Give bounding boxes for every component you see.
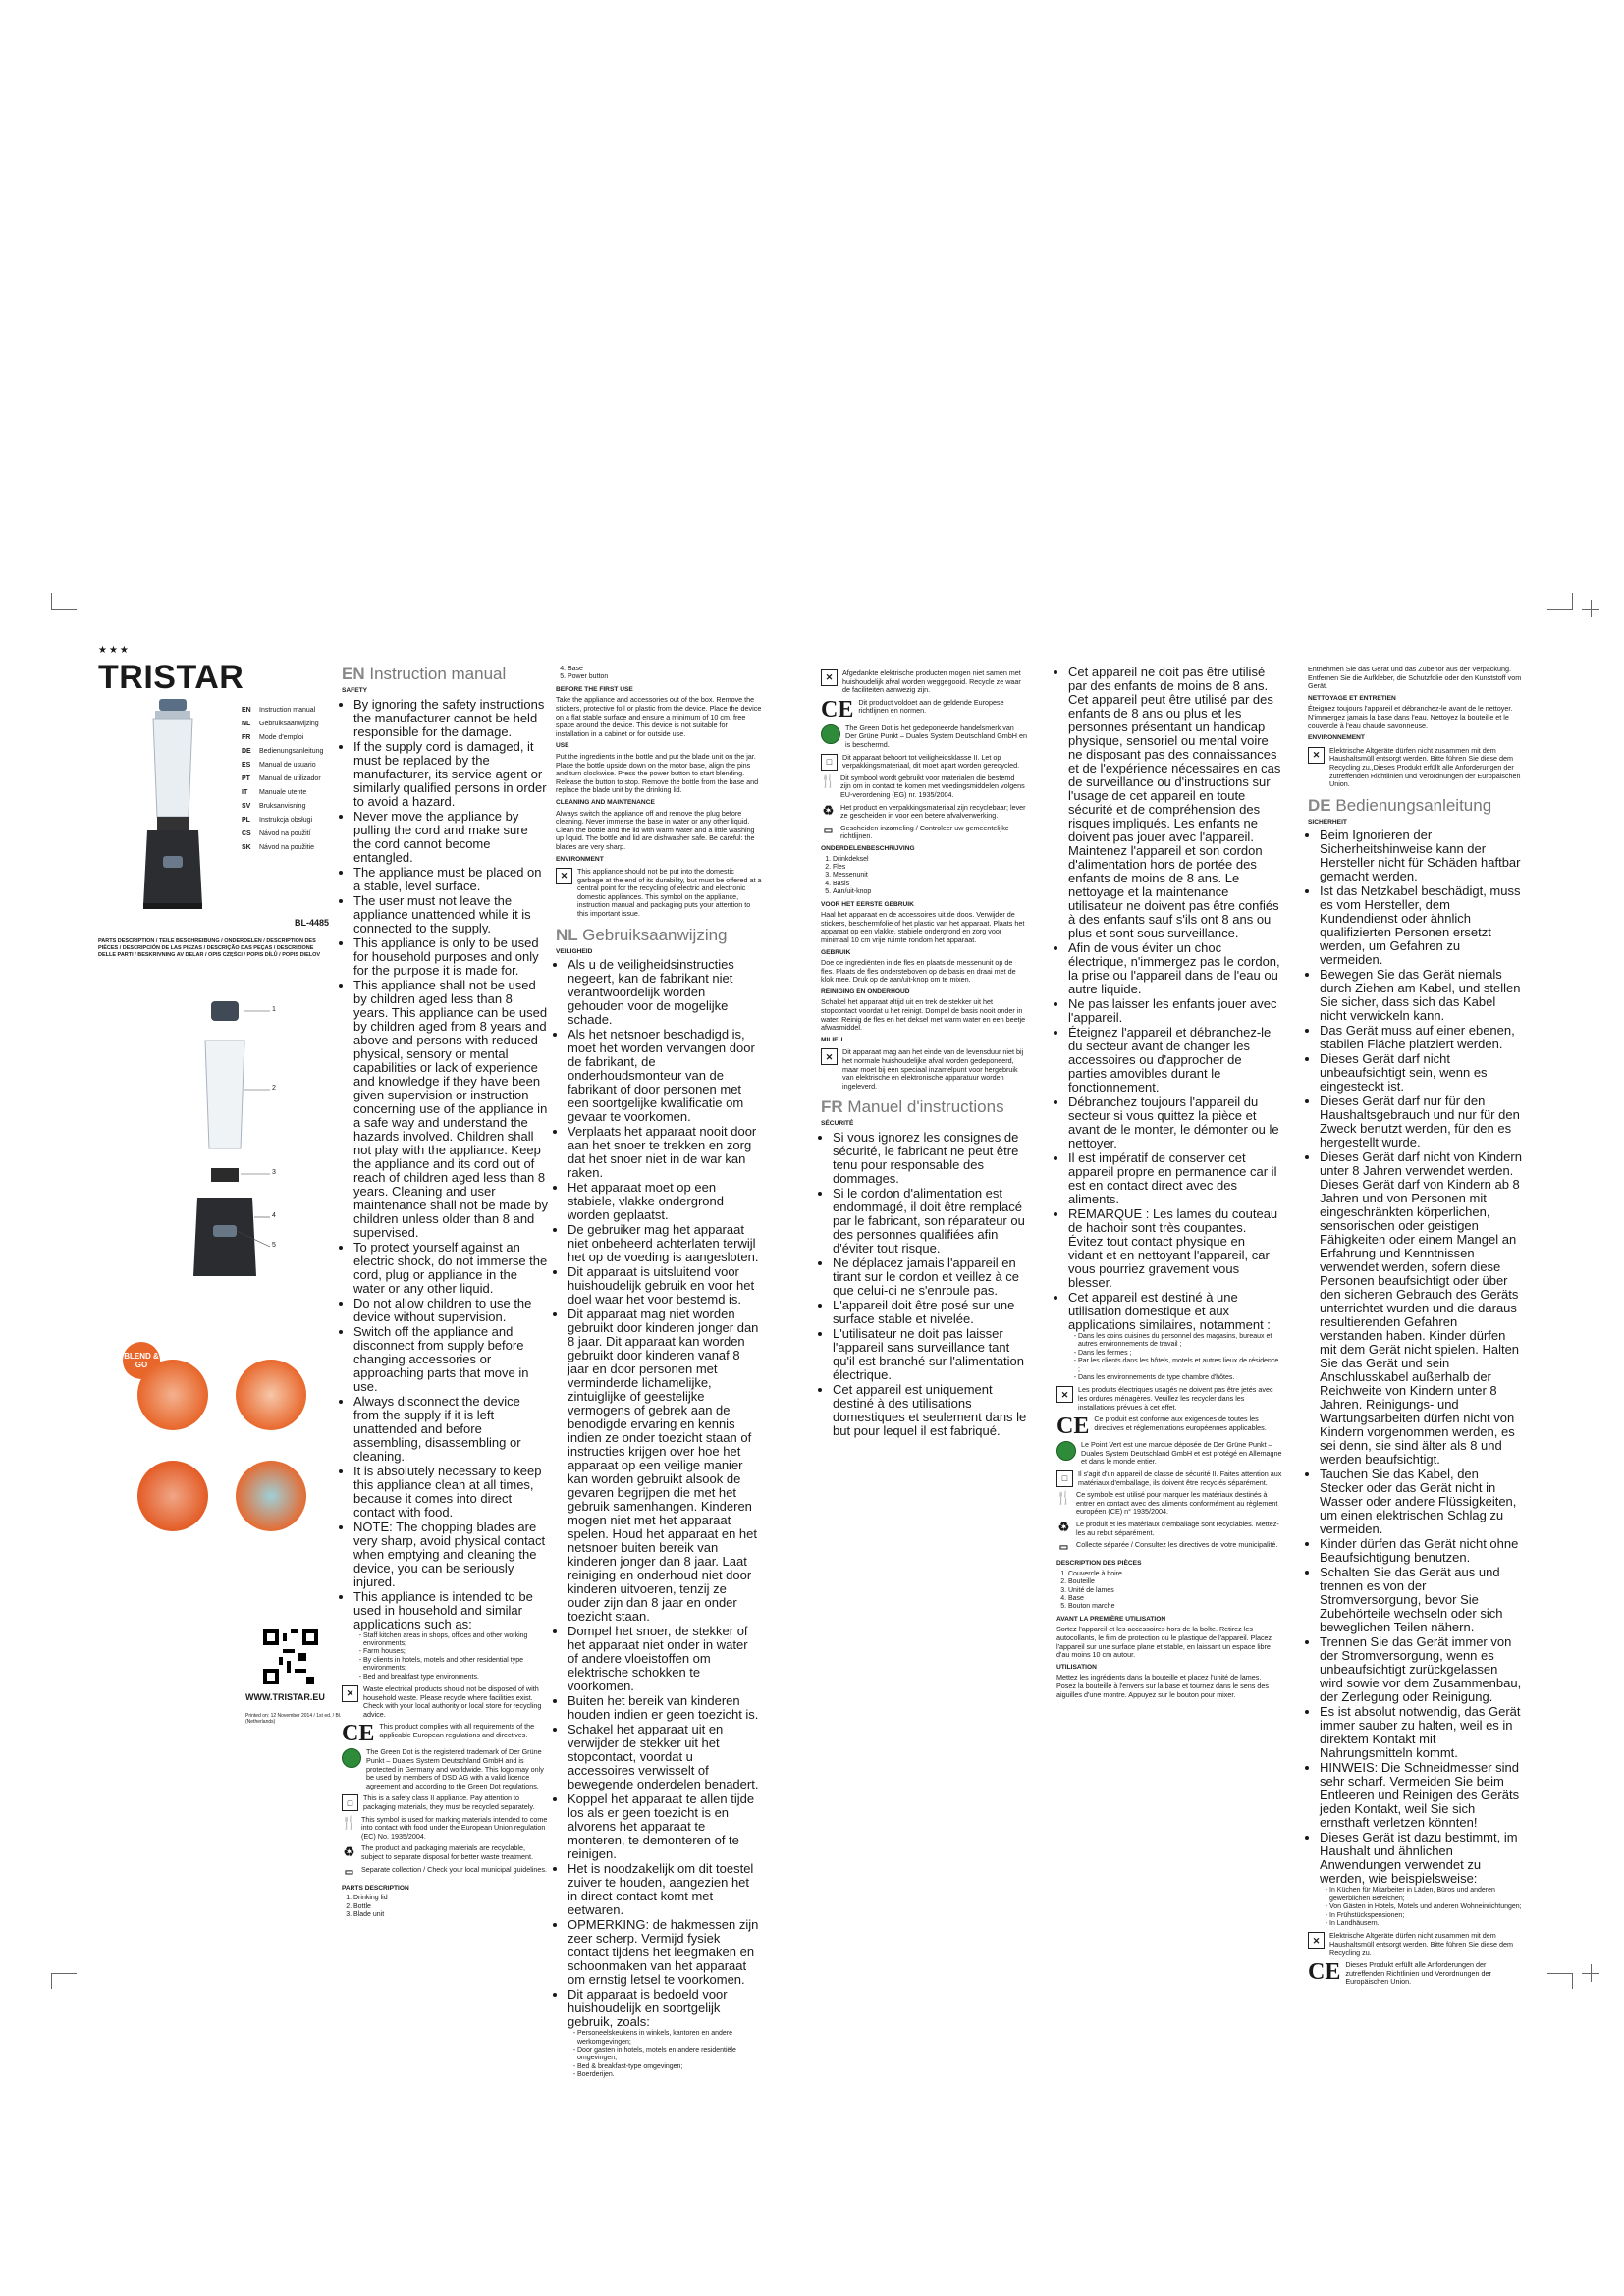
safety-item: • Dieses Gerät darf nicht unbeaufsichtigt sein, wenn es eingesteckt ist. <box>1320 1052 1524 1094</box>
usage-item: - Dans les fermes ; <box>1078 1350 1282 1358</box>
weee-notice: ✕ Les produits électriques usagés ne doivent pas être jetés avec les ordures ménagères. Veuillez les recycler dans les installations prévues à cet effet. <box>1056 1386 1282 1412</box>
use-text: Doe de ingrediënten in de fles en plaats de messenunit op de fles. Plaats de fles ondersteboven op de basis en draai met de klok mee. Druk op de aan/uit-knop om te mixen. <box>821 958 1016 985</box>
part-label: 3 <box>272 1169 276 1176</box>
section-title-fr: FR Manuel d'instructions <box>821 1097 1004 1117</box>
part-item: 3. Blade unit <box>353 1911 548 1919</box>
language-item: PT Manual de utilizador <box>242 775 321 782</box>
parts-diagram <box>182 982 280 1296</box>
safety-item: • Schalten Sie das Gerät aus und trennen es von der Stromversorgung, bevor Sie Zubehörteile wechseln oder sich beweglichen Teilen nähern. <box>1320 1566 1524 1634</box>
glass-fork-icon: 🍴 <box>820 773 837 788</box>
environment-notice: ✕ This appliance should not be put into the domestic garbage at the end of its durability, but must be offered at a central point for the recycling of electric and electronic domestic appliances. This symbol on the appliance, instruction manual and packaging puts your attention to this important issue. <box>556 868 762 919</box>
safety-item: • REMARQUE : Les lames du couteau de hachoir sont très coupantes. Évitez tout contact physique en vidant et en nettoyant l'appareil, car vous pourriez gravement vous blesser. <box>1068 1207 1282 1290</box>
part-item: 2. Fles <box>833 864 1027 872</box>
use-heading: USE <box>556 742 569 750</box>
glass-fork-icon: 🍴 <box>341 1814 357 1830</box>
safety-item: • Als u de veiligheidsinstructies negeert, kan de fabrikant niet verantwoordelijk worden gehouden voor de mogelijke schade. <box>568 958 762 1027</box>
safety-item: • Verplaats het apparaat nooit door aan het snoer te trekken en zorg dat het snoer niet in de war kan raken. <box>568 1125 762 1180</box>
language-item: DE Bedienungsanleitung <box>242 748 324 755</box>
safety-heading: VEILIGHEID <box>556 947 593 955</box>
safety-item: • Il est impératif de conserver cet appareil propre en permanence car il est en contact direct avec des aliments. <box>1068 1151 1282 1206</box>
class2-notice: □ This is a safety class II appliance. Pay attention to packaging materials, they must be recycled separately. <box>342 1794 548 1811</box>
language-item: SK Návod na použitie <box>242 844 315 851</box>
crop-mark <box>51 609 77 610</box>
language-item: IT Manuale utente <box>242 789 307 796</box>
safety-item: • De gebruiker mag het apparaat niet onbeheerd achterlaten terwijl het op de voeding is aangesloten. <box>568 1223 762 1264</box>
usage-item: - Personeelskeukens in winkels, kantoren en andere werkomgevingen; <box>577 2030 762 2047</box>
safety-item: • Es ist absolut notwendig, das Gerät immer sauber zu halten, weil es in direktem Kontakt mit Nahrungsmitteln kommt. <box>1320 1705 1524 1760</box>
column-nl-fr <box>821 666 1027 1439</box>
blend-go-badge: BLEND & GO <box>123 1342 160 1379</box>
usage-list <box>342 1632 548 1682</box>
safety-item: • This appliance shall not be used by children aged less than 8 years. This appliance can be used by children aged from 8 years and above and persons with reduced physical, sensory or mental capabilities or lack of experience and knowledge if they have been given supervision or instruction concerning use of the appliance in a safe way and understand the hazards involved. Children shall not play with the appliance. Keep the appliance and its cord out of reach of children aged less than 8 years. Cleaning and user maintenance shall not be made by children unless older than 8 and supervised. <box>353 979 548 1240</box>
collection-notice: ▭ Collecte séparée / Consultez les directives de votre municipalité. <box>1056 1541 1282 1556</box>
crop-mark <box>1547 609 1573 610</box>
recycle-notice: ♻ The product and packaging materials are recyclable, subject to separate disposal for better waste treatment. <box>343 1843 533 1861</box>
safety-item: • It is absolutely necessary to keep this appliance clean at all times, because it comes into direct contact with food. <box>353 1465 548 1520</box>
part-item: 3. Messenunit <box>833 872 1027 880</box>
usage-item: - Door gasten in hotels, motels en andere residentiële omgevingen; <box>577 2047 762 2063</box>
website[interactable]: WWW.TRISTAR.EU <box>245 1692 325 1702</box>
safety-item: • Tauchen Sie das Kabel, den Stecker oder das Gerät nicht in Wasser oder andere Flüssigkeiten, um einen elektrischen Schlag zu vermeiden. <box>1320 1468 1524 1536</box>
usage-photo <box>236 1360 306 1430</box>
part-item: 1. Drinking lid <box>353 1895 548 1902</box>
safety-list-cont <box>1056 666 1282 1332</box>
weee-bin-icon: ✕ <box>1308 1932 1325 1949</box>
recycle-icon: ♻ <box>1057 1520 1070 1535</box>
part-item: 2. Bouteille <box>1068 1578 1282 1586</box>
language-item: CS Návod na použití <box>242 830 311 837</box>
safety-item: • Débranchez toujours l'appareil du secteur si vous quittez la pièce et avant de le monter, le démonter ou le nettoyer. <box>1068 1095 1282 1150</box>
use-heading: UTILISATION <box>1056 1663 1097 1671</box>
part-item: 1. Couvercle à boire <box>1068 1571 1282 1578</box>
language-item: ES Manual de usuario <box>242 762 316 769</box>
safety-item: • OPMERKING: de hakmessen zijn zeer scherp. Vermijd fysiek contact tijdens het leegmaken en schoonmaken van het apparaat om ernstig letsel te voorkomen. <box>568 1918 762 1987</box>
parts-heading: ONDERDELENBESCHRIJVING <box>821 844 915 852</box>
language-item: SV Bruksanvisning <box>242 803 306 810</box>
language-item: NL Gebruiksaanwijzing <box>242 721 319 727</box>
safety-item: • Dit apparaat mag niet worden gebruikt door kinderen jonger dan 8 jaar. Dit apparaat kan worden gebruikt door kinderen vanaf 8 jaar en door personen met verminderde lichamelijke, zintuiglijke of geestelijke vermogens of gebrek aan de benodigde ervaring en kennis indien ze onder toezicht staan of instructies krijgen over hoe het apparaat op een veilige manier kan worden gebruikt alsook de gevaren begrijpen die met het gebruik samenhangen. Kinderen mogen niet met het apparaat spelen. Houd het apparaat en het netsnoer buiten bereik van kinderen jonger dan 8 jaar. Laat reiniging en onderhoud niet door kinderen uitvoeren, tenzij ze ouder zijn dan 8 jaar en onder toezicht staan. <box>568 1308 762 1624</box>
collection-notice: ▭ Separate collection / Check your local municipal guidelines. <box>342 1866 548 1881</box>
column-fr <box>1056 666 1282 1702</box>
part-label: 4 <box>272 1212 276 1219</box>
safety-heading: SÉCURITÉ <box>821 1120 854 1128</box>
usage-list <box>556 2030 762 2079</box>
parts-list <box>342 1895 548 1919</box>
safety-list <box>556 958 762 2029</box>
part-item: 5. Bouton marche <box>1068 1603 1282 1611</box>
class2-icon: □ <box>342 1794 358 1811</box>
green-dot-notice: The Green Dot is the registered trademark of Der Grüne Punkt – Duales System Deutschland GmbH and is protected in Germany and worldwide. This logo may only be used by members of DSD AG with a valid licence agreement and according to the Green Dot regulations. <box>342 1748 548 1790</box>
environment-heading: ENVIRONMENT <box>556 855 604 863</box>
green-dot-icon <box>1056 1441 1076 1461</box>
collection-icon: ▭ <box>823 825 834 836</box>
weee-notice: ✕ Elektrische Altgeräte dürfen nicht zusammen mit dem Haushaltsmüll entsorgt werden. Bitte führen Sie diese dem Recycling zu. <box>1308 1932 1524 1957</box>
language-list <box>242 704 323 855</box>
environment-heading: MILIEU <box>821 1036 843 1043</box>
model-number: BL-4485 <box>295 918 330 928</box>
column-en <box>342 666 548 1919</box>
safety-item: • Cet appareil ne doit pas être utilisé par des enfants de moins de 8 ans. Cet appareil peut être utilisé par des enfants de 8 ans ou plus et les personnes présentant un handicap physique, sensoriel ou mental voire ne disposant pas des connaissances et de l'expérience nécessaires en cas de surveillance ou d'instructions sur l'usage de cet appareil en toute sécurité et de compréhension des risques impliqués. Les enfants ne doivent pas jouer avec l'appareil. Maintenez l'appareil et son cordon d'alimentation hors de portée des enfants de moins de 8 ans. Le nettoyage et la maintenance utilisateur ne doivent pas être confiés à des enfants sauf s'ils ont 8 ans ou plus et sont sous surveillance. <box>1068 666 1282 940</box>
usage-photo <box>137 1461 208 1531</box>
safety-item: • Buiten het bereik van kinderen houden indien er geen toezicht is. <box>568 1694 762 1722</box>
product-image <box>137 699 208 915</box>
crop-mark <box>51 1973 52 1989</box>
part-item: 4. Base <box>1068 1595 1282 1603</box>
use-text: Mettez les ingrédients dans la bouteille et placez l'unité de lames. Posez la bouteille à l'envers sur la base et tournez dans le sens des aiguilles d'une montre. Appuyez sur le bouton pour mixer. <box>1056 1673 1269 1699</box>
parts-heading: PARTS DESCRIPTION <box>342 1884 409 1892</box>
ce-mark-icon: CE <box>1308 1959 1341 1986</box>
green-dot-notice: Le Point Vert est une marque déposée de Der Grüne Punkt – Duales System Deutschland GmbH et est protégé en Allemagne et dans le monde entier. <box>1056 1441 1282 1467</box>
print-reference: Printed on: 12 November 2014 / 1st ed. / Bl. (Netherlands) <box>245 1713 342 1725</box>
usage-item: - Dans les coins cuisines du personnel des magasins, bureaux et autres environnements de travail ; <box>1078 1333 1282 1350</box>
safety-item: • Beim Ignorieren der Sicherheitshinweise kann der Hersteller nicht für Schäden haftbar gemacht werden. <box>1320 828 1524 883</box>
safety-item: • L'utilisateur ne doit pas laisser l'appareil sans surveillance tant qu'il est branché sur l'alimentation électrique. <box>833 1327 1027 1382</box>
part-item: 4. Base <box>568 666 762 673</box>
recycle-notice: ♻ Le produit et les matériaux d'emballage sont recyclables. Mettez-les au rebut séparément. <box>1057 1519 1279 1537</box>
green-dot-notice: The Green Dot is het gedeponeerde handelsmerk van Der Grüne Punkt – Duales System Deutschland GmbH en is beschermd. <box>821 724 1027 750</box>
crop-mark <box>1591 600 1592 617</box>
green-dot-icon <box>342 1748 361 1768</box>
usage-item: - Von Gästen in Hotels, Motels und anderen Wohneinrichtungen; <box>1329 1903 1524 1911</box>
weee-bin-icon: ✕ <box>821 1048 838 1065</box>
parts-list <box>1056 1571 1282 1612</box>
weee-bin-icon: ✕ <box>556 868 572 884</box>
crop-mark <box>1572 593 1573 609</box>
safety-item: • By ignoring the safety instructions the manufacturer cannot be held responsible for the damage. <box>353 698 548 739</box>
usage-item: - Bed and breakfast type environments. <box>363 1674 548 1682</box>
ce-mark-icon: CE <box>342 1721 375 1747</box>
safety-item: • Ne déplacez jamais l'appareil en tirant sur le cordon et veillez à ce que celui-ci ne s'enroule pas. <box>833 1256 1027 1298</box>
usage-item: - Par les clients dans les hôtels, motels et autres lieux de résidence ; <box>1078 1358 1282 1374</box>
part-label: 5 <box>272 1242 276 1249</box>
ce-notice: CE Dit product voldoet aan de geldende Europese richtlijnen en normen. <box>821 696 1004 722</box>
collection-icon: ▭ <box>344 1866 354 1878</box>
safety-item: • Als het netsnoer beschadigd is, moet het worden vervangen door de fabrikant, de onderhoudsmonteur van de fabrikant of door personen met een soortgelijke kwalificatie om gevaar te voorkomen. <box>568 1028 762 1124</box>
brand-logo: TRISTAR <box>98 659 244 696</box>
safety-item: • Das Gerät muss auf einer ebenen, stabilen Fläche platziert werden. <box>1320 1024 1524 1051</box>
environment-notice: ✕ Elektrische Altgeräte dürfen nicht zusammen mit dem Haushaltsmüll entsorgt werden. Bitte führen Sie diese dem Recycling zu.,Dieses Produkt erfüllt alle Anforderungen der zutreffenden Richtlinien und Verordnungen der Europäischen Union. <box>1308 747 1524 789</box>
usage-item: - Farm houses; <box>363 1648 548 1656</box>
section-title-nl: NL Gebruiksaanwijzing <box>556 925 728 944</box>
environment-heading: ENVIRONNEMENT <box>1308 734 1365 742</box>
use-heading: GEBRUIK <box>821 948 851 956</box>
safety-item: • Cet appareil est uniquement destiné à des utilisations domestiques et seulement dans le but pour lequel il est fabriqué. <box>833 1383 1027 1438</box>
safety-item: • Afin de vous éviter un choc électrique, n'immergez pas le cordon, la prise ou l'appareil dans de l'eau ou autre liquide. <box>1068 941 1282 996</box>
safety-list <box>821 1131 1027 1438</box>
ce-notice: CE This product complies with all requirements of the applicable European regulations and directives. <box>342 1721 535 1747</box>
ce-mark-icon: CE <box>821 696 854 722</box>
environment-notice: ✕ Dit apparaat mag aan het einde van de levensduur niet bij het normale huishoudelijke afval worden gedeponeerd, maar moet bij een speciaal inzamelpunt voor hergebruik van elektrische en elektronische apparatuur worden ingeleverd. <box>821 1048 1027 1091</box>
safety-item: • Kinder dürfen das Gerät nicht ohne Beaufsichtigung benutzen. <box>1320 1537 1524 1565</box>
usage-item: - In Küchen für Mitarbeiter in Läden, Büros und anderen gewerblichen Bereichen; <box>1329 1887 1524 1903</box>
safety-list <box>342 698 548 1631</box>
safety-item: • Switch off the appliance and disconnect from supply before changing accessories or approaching parts that move in use. <box>353 1325 548 1394</box>
weee-bin-icon: ✕ <box>821 669 838 686</box>
parts-list <box>821 856 1027 897</box>
usage-photo <box>236 1461 306 1531</box>
parts-list-cont <box>556 666 762 682</box>
brand-stars: ★★★ <box>98 645 131 656</box>
crop-mark <box>1572 1973 1573 1989</box>
column-en-nl <box>556 666 762 2080</box>
safety-item: • Koppel het apparaat te allen tijde los als er geen toezicht is en alvorens het apparaat te monteren, te demonteren of te reinigen. <box>568 1792 762 1861</box>
section-title-en: EN Instruction manual <box>342 665 507 683</box>
cleaning-text: Always switch the appliance off and remove the plug before cleaning. Never immerse the base in water or any other liquid. Clean the bottle and the lid with warm water and a little washing up liquid. The bottle and lid are dishwasher safe. Be careful: the blades are very sharp. <box>556 808 755 851</box>
safety-item: • The user must not leave the appliance unattended while it is connected to the supply. <box>353 894 548 935</box>
safety-heading: SICHERHEIT <box>1308 818 1347 826</box>
food-contact-notice: 🍴 Ce symbole est utilisé pour marquer les matériaux destinés à entrer en contact avec des aliments conformément au règlement européen (CE) n° 1935/2004. <box>1056 1490 1278 1517</box>
cleaning-heading: NETTOYAGE ET ENTRETIEN <box>1308 694 1396 702</box>
safety-item: • Éteignez l'appareil et débranchez-le du secteur avant de changer les accessoires ou d'approcher de parties amovibles durant le fonctionnement. <box>1068 1026 1282 1095</box>
safety-item: • Never move the appliance by pulling the cord and make sure the cord cannot become entangled. <box>353 810 548 865</box>
safety-item: • The appliance must be placed on a stable, level surface. <box>353 866 548 893</box>
safety-item: • If the supply cord is damaged, it must be replaced by the manufacturer, its service agent or similarly qualified persons in order to avoid a hazard. <box>353 740 548 809</box>
food-contact-notice: 🍴 This symbol is used for marking materials intended to come into contact with food under the European Union regulation (EC) No. 1935/2004. <box>341 1814 548 1841</box>
recycle-icon: ♻ <box>343 1843 355 1859</box>
before-use-text: Sortez l'appareil et les accessoires hors de la boîte. Retirez les autocollants, le film de protection ou le plastique de l'appareil. Placez l'appareil sur une surface plane et stable, en laissant un espace libre d'au moins 10 cm autour. <box>1056 1625 1272 1660</box>
language-item: EN Instruction manual <box>242 707 316 714</box>
collection-icon: ▭ <box>1058 1542 1069 1554</box>
weee-notice: ✕ Afgedankte elektrische producten mogen niet samen met huishoudelijk afval worden weggegooid. Recycle ze waar de faciliteiten aanwezig zijn. <box>821 669 1027 695</box>
recycle-notice: ♻ Het product en verpakkingsmateriaal zijn recyclebaar; lever ze gescheiden in voor een betere afvalverwerking. <box>822 802 1026 821</box>
safety-item: • Do not allow children to use the device without supervision. <box>353 1297 548 1324</box>
collection-notice: ▭ Gescheiden inzameling / Controleer uw gemeentelijke richtlijnen. <box>821 825 1027 841</box>
before-use-heading: AVANT LA PREMIÈRE UTILISATION <box>1056 1615 1166 1623</box>
usage-item: - Bed & breakfast-type omgevingen; <box>577 2063 762 2071</box>
qr-code <box>263 1629 318 1684</box>
safety-item: • Het is noodzakelijk om dit toestel zuiver te houden, aangezien het in direct contact komt met eetwaren. <box>568 1862 762 1917</box>
safety-item: • Trennen Sie das Gerät immer von der Stromversorgung, wenn es unbeaufsichtigt zurückgelassen wird sowie vor dem Zusammenbau, der Zerlegung oder Reinigung. <box>1320 1635 1524 1704</box>
cleaning-heading: REINIGING EN ONDERHOUD <box>821 988 910 995</box>
cleaning-text: Éteignez toujours l'appareil et débranchez-le avant de le nettoyer. N'immergez jamais la base dans l'eau. Nettoyez la bouteille et le couvercle à l'eau chaude savonneuse. <box>1308 704 1513 730</box>
column-fr-de <box>1308 666 1524 1991</box>
part-label: 1 <box>272 1006 276 1013</box>
usage-list <box>1056 1333 1282 1382</box>
weee-bin-icon: ✕ <box>1308 747 1325 764</box>
safety-item: • Si vous ignorez les consignes de sécurité, le fabricant ne peut être tenu pour responsable des dommages. <box>833 1131 1027 1186</box>
safety-item: • HINWEIS: Die Schneidmesser sind sehr scharf. Vermeiden Sie beim Entleeren und Reinigen des Geräts jeden Kontakt, weil Sie sich ernsthaft verletzen könnten! <box>1320 1761 1524 1830</box>
use-text: Put the ingredients in the bottle and put the blade unit on the jar. Place the bottle upside down on the motor base, align the pins and turn clockwise. Press the power button to start blending. Release the button to stop. Remove the bottle from the base and replace the blade unit by the drinking lid. <box>556 751 759 795</box>
safety-heading: SAFETY <box>342 687 368 694</box>
safety-item: • This appliance is intended to be used in household and similar applications such as: <box>353 1590 548 1631</box>
safety-item: • Always disconnect the device from the supply if it is left unattended and before assembling, disassembling or cleaning. <box>353 1395 548 1464</box>
language-item: FR Mode d'emploi <box>242 734 304 741</box>
safety-item: • Dompel het snoer, de stekker of het apparaat niet onder in water of andere vloeistoffen om elektrische schokken te voorkomen. <box>568 1625 762 1693</box>
crop-mark <box>1547 1973 1573 1974</box>
cleaning-text: Schakel het apparaat altijd uit en trek de stekker uit het stopcontact voordat u het reinigt. Dompel de basis nooit onder in water. Reinig de fles en het deksel met warm water en een beetje afwasmiddel. <box>821 997 1026 1033</box>
safety-item: • Dieses Gerät darf nur für den Haushaltsgebrauch und nur für den Zweck benutzt werden, für den es hergestellt wurde. <box>1320 1095 1524 1149</box>
parts-heading: DESCRIPTION DES PIÈCES <box>1056 1560 1142 1568</box>
crop-mark <box>51 593 52 609</box>
safety-item: • To protect yourself against an electric shock, do not immerse the cord, plug or appliance in the water or any other liquid. <box>353 1241 548 1296</box>
usage-list <box>1308 1887 1524 1928</box>
weee-bin-icon: ✕ <box>1056 1386 1073 1403</box>
part-item: 4. Basis <box>833 881 1027 888</box>
class2-icon: □ <box>821 754 838 771</box>
part-item: 1. Drinkdeksel <box>833 856 1027 864</box>
language-item: PL Instrukcja obsługi <box>242 817 313 824</box>
safety-item: • Het apparaat moet op een stabiele, vlakke ondergrond worden geplaatst. <box>568 1181 762 1222</box>
part-item: 5. Aan/uit-knop <box>833 888 1027 896</box>
safety-item: • Dit apparaat is uitsluitend voor huishoudelijk gebruik en voor het doel waar het voor bestemd is. <box>568 1265 762 1307</box>
safety-item: • NOTE: The chopping blades are very sharp, avoid physical contact when emptying and cleaning the device, you can be seriously injured. <box>353 1521 548 1589</box>
intro-text: Entnehmen Sie das Gerät und das Zubehör aus der Verpackung. Entfernen Sie die Aufkleber, die Schutzfolie oder den Kunststoff vom Gerät. <box>1308 665 1522 691</box>
part-item: 3. Unité de lames <box>1068 1587 1282 1595</box>
crop-mark <box>1591 1964 1592 1982</box>
safety-item: • Ne pas laisser les enfants jouer avec l'appareil. <box>1068 997 1282 1025</box>
usage-item: - In Landhäusern. <box>1329 1920 1524 1928</box>
safety-item: • Cet appareil est destiné à une utilisation domestique et aux applications similaires, notamment : <box>1068 1291 1282 1332</box>
part-item: 2. Bottle <box>353 1903 548 1911</box>
weee-bin-icon: ✕ <box>342 1685 358 1702</box>
usage-photo <box>137 1360 208 1430</box>
ce-mark-icon: CE <box>1056 1414 1090 1440</box>
food-contact-notice: 🍴 Dit symbool wordt gebruikt voor materialen die bestemd zijn om in contact te komen met voedingsmiddelen volgens EU-verordening (EG) nr. 1935/2004. <box>820 773 1025 799</box>
section-title-de: DE Bedienungsanleitung <box>1308 795 1492 815</box>
ce-notice: CE Dieses Produkt erfüllt alle Anforderungen der zutreffenden Richtlinien und Verordnungen der Europäischen Union. <box>1308 1959 1491 1987</box>
safety-item: • Ist das Netzkabel beschädigt, muss es vom Hersteller, dem Kundendienst oder ähnlich qualifizierten Personen ersetzt werden, um Gefahren zu vermeiden. <box>1320 884 1524 967</box>
safety-list <box>1308 828 1524 1886</box>
before-use-text: Haal het apparaat en de accessoires uit de doos. Verwijder de stickers, beschermfolie of het plastic van het apparaat. Plaats het apparaat op een vlakke, stabiele ondergrond en zorg voor minimaal 10 cm vrije ruimte rondom het apparaat. <box>821 910 1025 944</box>
usage-item: - Dans les environnements de type chambre d'hôtes. <box>1078 1374 1282 1382</box>
safety-item: • Si le cordon d'alimentation est endommagé, il doit être remplacé par le fabricant, son réparateur ou des personnes qualifiées afin d'éviter tout risque. <box>833 1187 1027 1255</box>
before-use-text: Take the appliance and accessories out of the box. Remove the stickers, protective foil or plastic from the device. Place the device on a flat stable surface and ensure a minimum of 10 cm. free space around the device. This device is not suitable for installation in a cabinet or for outside use. <box>556 695 762 738</box>
cleaning-heading: CLEANING AND MAINTENANCE <box>556 798 655 806</box>
safety-item: • Bewegen Sie das Gerät niemals durch Ziehen am Kabel, und stellen Sie sicher, dass sich das Kabel nicht verwickeln kann. <box>1320 968 1524 1023</box>
part-item: 5. Power button <box>568 673 762 681</box>
safety-item: • Schakel het apparaat uit en verwijder de stekker uit het stopcontact, voordat u accessoires verwisselt of bewegende onderdelen benadert. <box>568 1723 762 1791</box>
before-use-heading: VOOR HET EERSTE GEBRUIK <box>821 900 914 908</box>
before-use-heading: BEFORE THE FIRST USE <box>556 685 633 693</box>
class2-notice: □ Dit apparaat behoort tot veiligheidsklasse II. Let op verpakkingsmateriaal, dit moet apart worden gerecycled. <box>821 754 1027 771</box>
parts-caption: PARTS DESCRIPTION / TEILE BESCHREIBUNG / ONDERDELEN / DESCRIPTION DES PIÈCES / DESCRIPCIÓN DE LAS PIEZAS / DESCRIÇÃO DAS PEÇAS / DESCRIZIONE DELLE PARTI / BESKRIVNING AV DELAR / OPIS CZĘŚCI / POPIS DÍLŮ / POPIS DIELOV <box>98 938 321 958</box>
ce-notice: CE Ce produit est conforme aux exigences de toutes les directives et réglementations européennes applicables. <box>1056 1414 1267 1440</box>
crop-mark <box>51 1973 77 1974</box>
glass-fork-icon: 🍴 <box>1056 1490 1072 1506</box>
usage-item: - Staff kitchen areas in shops, offices and other working environments; <box>363 1632 548 1649</box>
safety-item: • This appliance is only to be used for household purposes and only for the purpose it is made for. <box>353 936 548 978</box>
class2-notice: □ Il s'agit d'un appareil de classe de sécurité II. Faites attention aux matériaux d'emballage, ils doivent être recyclés séparément. <box>1056 1470 1282 1487</box>
part-label: 2 <box>272 1085 276 1092</box>
safety-item: • Dieses Gerät darf nicht von Kindern unter 8 Jahren verwendet werden. Dieses Gerät darf von Kindern ab 8 Jahren und von Personen mit eingeschränkten körperlichen, sensorischen oder geistigen Fähigkeiten oder einem Mangel an Erfahrung und Kenntnissen verwendet werden, sofern diese Personen beaufsichtigt oder über den sicheren Gebrauch des Geräts unterrichtet wurden und die daraus resultierenden Gefahren verstanden haben. Kinder dürfen mit dem Gerät nicht spielen. Halten Sie das Gerät und sein Anschlusskabel außerhalb der Reichweite von Kindern unter 8 Jahren. Reinigungs- und Wartungsarbeiten dürfen nicht von Kindern vorgenommen werden, es sei denn, sie sind älter als 8 und werden beaufsichtigt. <box>1320 1150 1524 1467</box>
weee-notice: ✕ Waste electrical products should not be disposed of with household waste. Please recycle where facilities exist. Check with your local authority or local store for recycling advice. <box>342 1685 548 1719</box>
usage-item: - Boerderijen. <box>577 2071 762 2079</box>
green-dot-icon <box>821 724 840 744</box>
class2-icon: □ <box>1056 1470 1073 1487</box>
usage-item: - By clients in hotels, motels and other residential type environments; <box>363 1657 548 1674</box>
usage-item: - In Frühstückspensionen; <box>1329 1912 1524 1920</box>
recycle-icon: ♻ <box>822 802 835 818</box>
safety-item: • L'appareil doit être posé sur une surface stable et nivelée. <box>833 1299 1027 1326</box>
safety-item: • Dit apparaat is bedoeld voor huishoudelijk en soortgelijk gebruik, zoals: <box>568 1988 762 2029</box>
safety-item: • Dieses Gerät ist dazu bestimmt, im Haushalt und ähnlichen Anwendungen verwendet zu werden, wie beispielsweise: <box>1320 1831 1524 1886</box>
